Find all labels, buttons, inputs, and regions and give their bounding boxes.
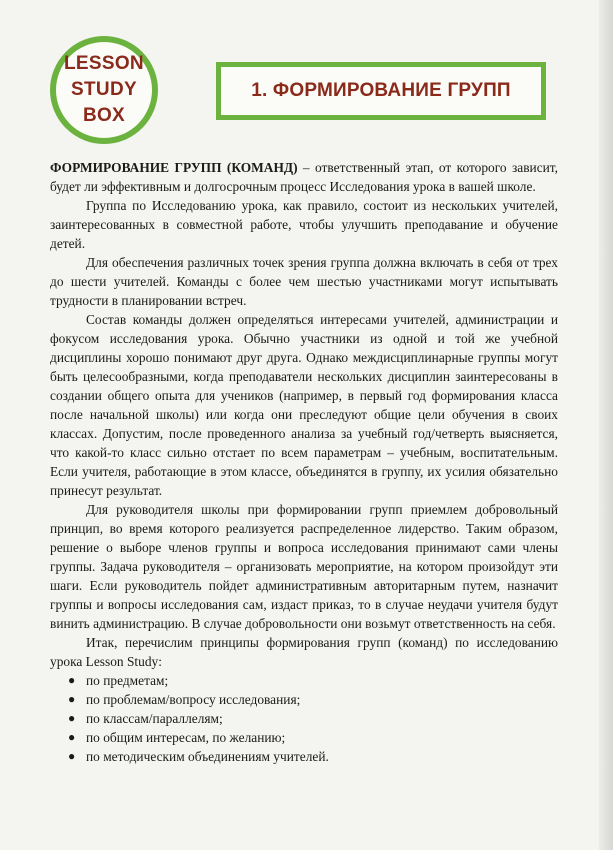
page-edge [599,0,613,850]
section-title: 1. ФОРМИРОВАНИЕ ГРУПП [251,80,511,101]
bullet-icon: ● [68,730,76,744]
principles-list [50,671,558,766]
section-title-box [216,62,546,120]
list-item [66,728,558,747]
intro-lead: ФОРМИРОВАНИЕ ГРУПП (КОМАНД) [50,160,298,175]
paragraph: Итак, перечислим принципы формирования групп (команд) по исследованию урока Lesson Study: [50,635,558,669]
paragraph: Группа по Исследованию урока, как правило, состоит из нескольких учителей, заинтересованных в совместной работе, чтобы улучшить преподавание и обучение детей. [50,198,558,251]
paragraph: Для обеспечения различных точек зрения группа должна включать в себя от трех до шести учителей. Команды с более чем шестью участниками могут испытывать трудности в планировании встреч. [50,255,558,308]
logo-line: STUDY [71,79,137,100]
list-item-text: по общим интересам, по желанию; [86,730,286,745]
bullet-icon: ● [68,749,76,763]
document-body [50,158,558,766]
paragraph: Для руководителя школы при формировании групп приемлем добровольный принцип, во время которого реализуется распределенное лидерство. Таким образом, решение о выборе членов группы и вопроса исследования принимают сами члены группы. Задача руководителя – организовать мероприятие, на котором произойдут эти шаги. Если руководитель пойдет административным авторитарным путем, назначит группы и вопросы исследования сам, издаст приказ, то в случае неудачи учителя будут винить администрацию. В случае добровольности они возьмут ответственность на себя. [50,502,558,631]
list-item [66,747,558,766]
list-item [66,690,558,709]
lesson-study-box-logo [50,36,158,144]
logo-line: BOX [82,105,126,126]
list-item [66,709,558,728]
intro-paragraph [50,158,558,196]
logo-line: LESSON [64,53,144,74]
bullet-icon: ● [68,711,76,725]
list-item-text: по проблемам/вопросу исследования; [86,692,301,707]
bullet-icon: ● [68,692,76,706]
intro-rest: – ответственный этап, от которого зависит, будет ли эффективным и долгосрочным процесс Исследования урока в вашей школе. [50,160,558,194]
list-item-text: по классам/параллелям; [86,711,223,726]
paragraph: Состав команды должен определяться интересами учителей, администрации и фокусом исследования урока. Обычно участники из одной и той же учебной дисциплины хорошо понимают друг друга. Однако междисциплинарные группы могут быть целесообразными, когда преподаватели нескольких дисциплин заинтересованы в создании общего опыта для учеников (например, в первый год формирования класса после начальной школы) или когда они преследуют общие цели обучения в своих классах. Допустим, после проведенного анализа за учебный год/четверть выясняется, что какой-то класс сильно отстает по всем параметрам – учебным, воспитательным. Если учителя, работающие в этом классе, объединятся в группу, их усилия обязательно принесут результат. [50,312,558,498]
list-item-text: по методическим объединениям учителей. [86,749,329,764]
list-item-text: по предметам; [86,673,169,688]
list-item [66,671,558,690]
bullet-icon: ● [68,673,76,687]
